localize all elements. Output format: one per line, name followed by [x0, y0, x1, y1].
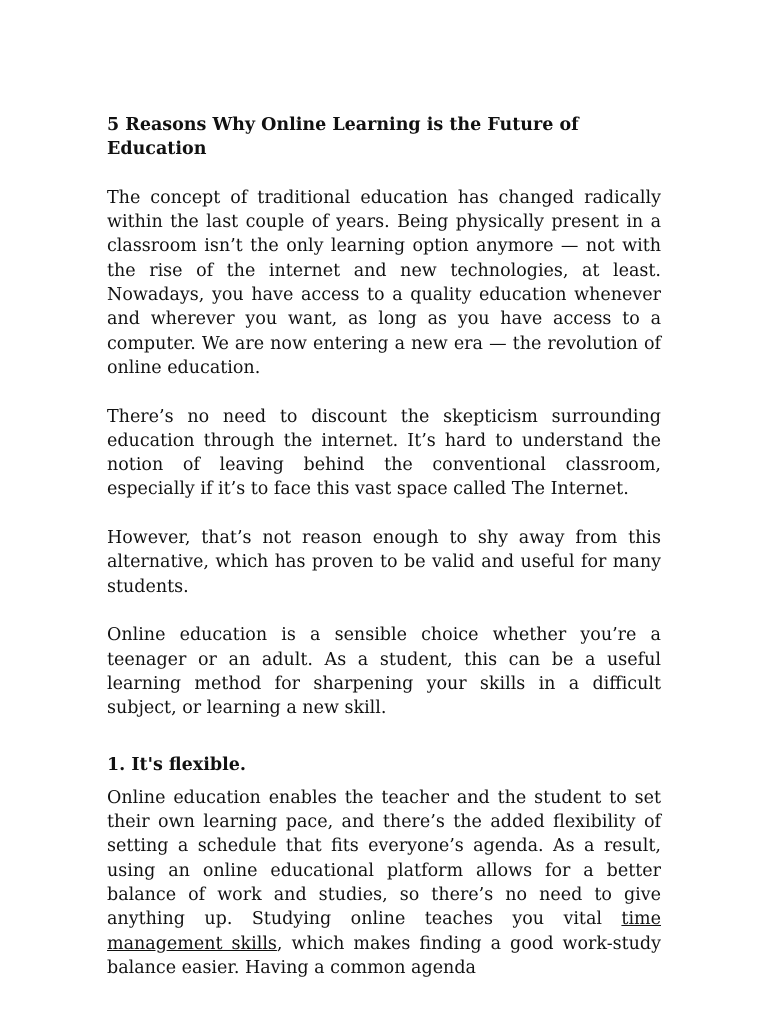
section-1-text-before-link: Online education enables the teacher and the student to set their own learning pace, and there’s the added flexibility of setting a schedule that fits everyone’s agenda. As a result, using an online educational platform allows for a better balance of work and studies, so there’s no need to give anything up. Studying online teaches you vital — [107, 787, 661, 930]
intro-paragraph-1: The concept of traditional education has changed radically within the last couple of years. Being physically present in a classroom isn’t the only learning option anymore — not with the rise of the internet and new technologies, at least. Nowadays, you have access to a quality education whenever and wherever you want, as long as you have access to a computer. We are now entering a new era — the revolution of online education. — [107, 187, 661, 378]
section-1-paragraph — [107, 786, 661, 980]
document-title: 5 Reasons Why Online Learning is the Future of Education — [107, 115, 579, 160]
intro-paragraph-3: However, that’s not reason enough to shy away from this alternative, which has proven to be valid and useful for many students. — [107, 528, 661, 597]
intro-paragraph-2: There’s no need to discount the skepticism surrounding education through the internet. It’s hard to understand the notion of leaving behind the conventional classroom, especially if it’s to face this vast space called The Internet. — [107, 406, 661, 500]
section-1-heading: 1. It's flexible. — [107, 755, 246, 776]
time-management-skills-link[interactable]: time management skills — [107, 909, 661, 954]
intro-paragraph-4: Online education is a sensible choice whether you’re a teenager or an adult. As a student, this can be a useful learning method for sharpening your skills in a difficult subject, or learning a new skill. — [107, 625, 661, 719]
document-content — [107, 113, 661, 980]
section-1-text-after-link: , which makes finding a good work-study balance easier. Having a common agenda — [107, 933, 662, 978]
